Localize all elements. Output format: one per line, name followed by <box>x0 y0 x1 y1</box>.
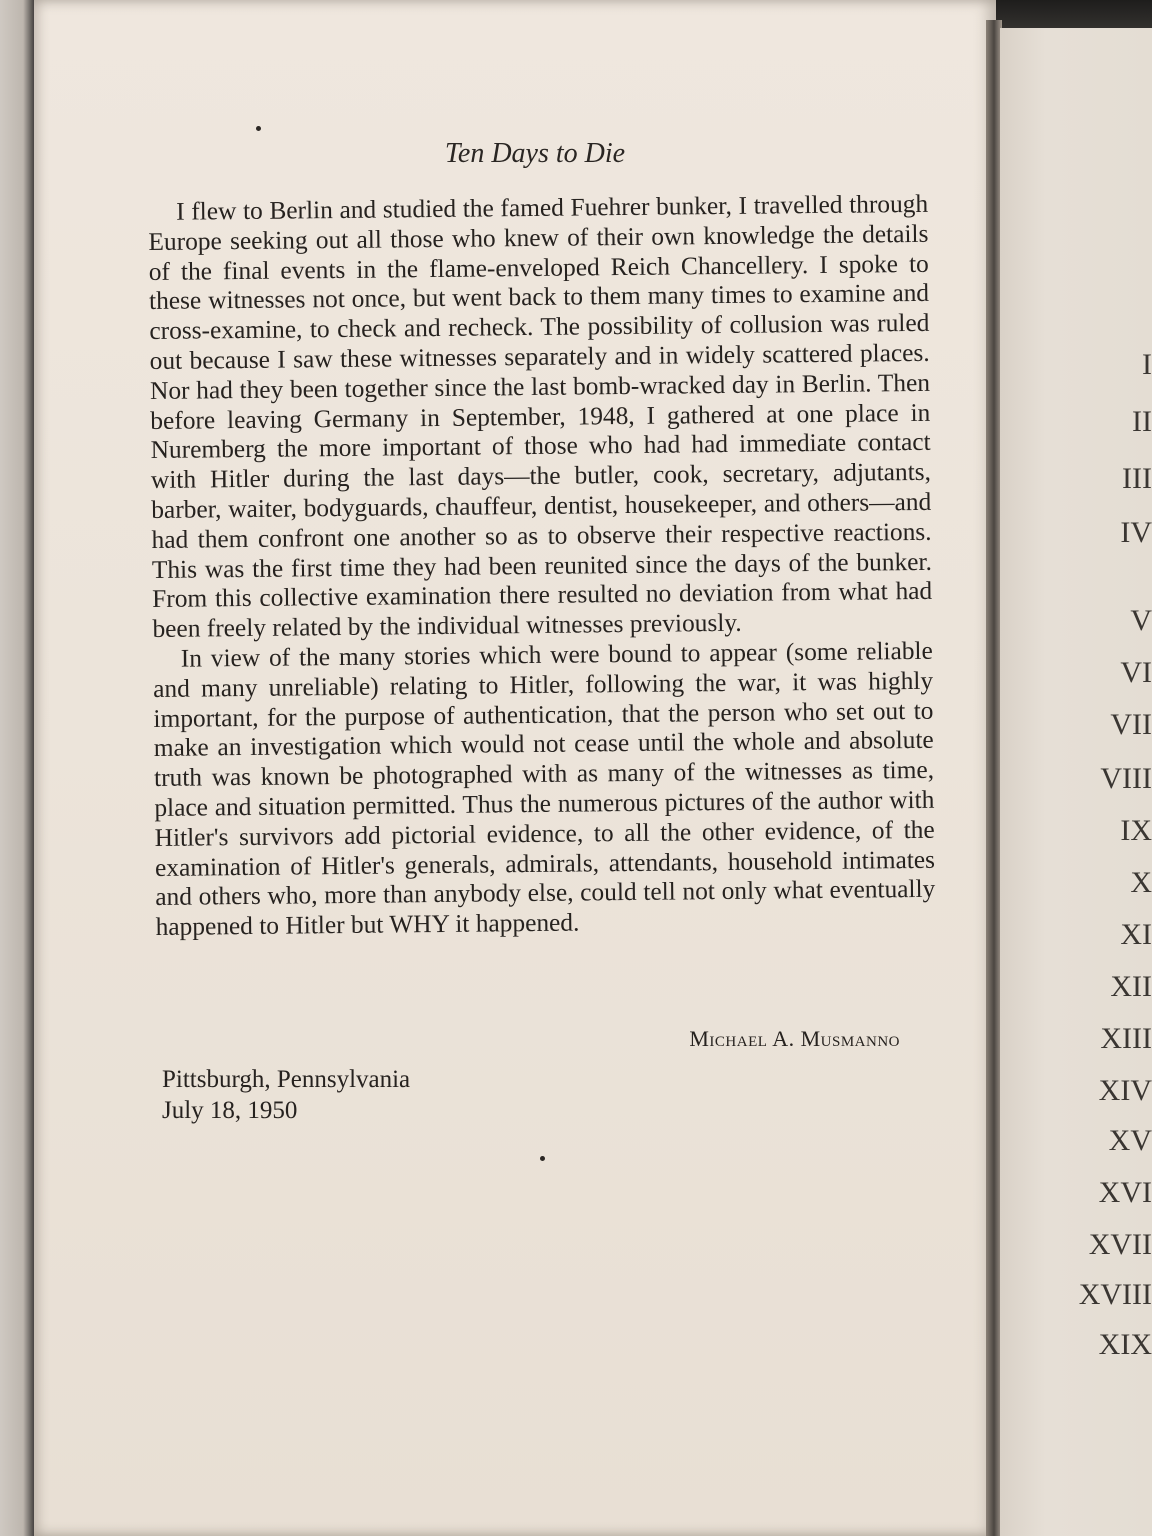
chapter-numeral: XII <box>1110 970 1152 1003</box>
chapter-numeral: XV <box>1108 1124 1152 1157</box>
chapter-numeral: VIII <box>1100 762 1152 795</box>
chapter-numeral: I <box>1142 348 1152 381</box>
chapter-numeral: VII <box>1110 708 1152 741</box>
chapter-numeral: XI <box>1120 918 1152 951</box>
body-text <box>148 190 936 943</box>
place-line: Pittsburgh, Pennsylvania <box>162 1066 411 1093</box>
chapter-numeral: X <box>1130 866 1152 899</box>
dateline <box>162 1064 410 1126</box>
chapter-numeral: II <box>1132 405 1152 438</box>
chapter-numeral: XVI <box>1098 1176 1152 1209</box>
ink-speck <box>540 1156 545 1161</box>
chapter-numeral: VI <box>1120 656 1152 689</box>
chapter-numeral: V <box>1130 604 1152 637</box>
paragraph: In view of the many stories which were bound to appear (some reliable and many unreliable) relating to Hitler, following the war, it was highly important, for the purpose of authentication, that the person who set out to make an investigation which would not cease until the whole and absolute truth was known be photographed with as many of the witnesses as time, place and situation permitted. Thus the numerous pictures of the author with Hitler's survivors add pictorial evidence, to all the other evidence, of the examination of Hitler's generals, admirals, attendants, household intimates and others who, more than anybody else, could tell not only what eventually happened to Hitler but WHY it happened. <box>152 636 936 942</box>
date-line: July 18, 1950 <box>162 1097 298 1124</box>
chapter-numeral: XIX <box>1098 1328 1152 1361</box>
chapter-numeral: XVIII <box>1078 1278 1152 1311</box>
author-signature: Michael A. Musmanno <box>689 1026 900 1051</box>
running-head: Ten Days to Die <box>444 138 626 169</box>
chapter-numeral: XIV <box>1098 1074 1152 1107</box>
chapter-numeral: XIII <box>1100 1022 1152 1055</box>
chapter-numeral: IX <box>1120 814 1152 847</box>
chapter-numeral: III <box>1122 462 1152 495</box>
ink-speck <box>256 126 261 131</box>
paragraph: I flew to Berlin and studied the famed Fuehrer bunker, I travelled through Europe seeking out all those who knew of their own knowledge the details of the final events in the flame-enveloped Reich Chancellery. I spoke to these witnesses not once, but went back to them many times to examine and cross-examine, to check and recheck. The possibility of collusion was ruled out because I saw these witnesses separately and in widely scattered places. Nor had they been together since the last bomb-wracked day in Berlin. Then before leaving Germany in September, 1948, I gathered at one place in Nuremberg the more important of those who had had immediate contact with Hitler during the last days—the butler, cook, secretary, adjutants, barber, waiter, bodyguards, chauffeur, dentist, housekeeper, and others—and had them confront one another so as to observe their respective reactions. This was the first time they had been reunited since the days of the bunker. From this collective examination there resulted no deviation from what had been freely related by the individual witnesses previously. <box>148 189 933 644</box>
chapter-numeral: XVII <box>1088 1228 1152 1261</box>
chapter-numeral: IV <box>1120 516 1152 549</box>
